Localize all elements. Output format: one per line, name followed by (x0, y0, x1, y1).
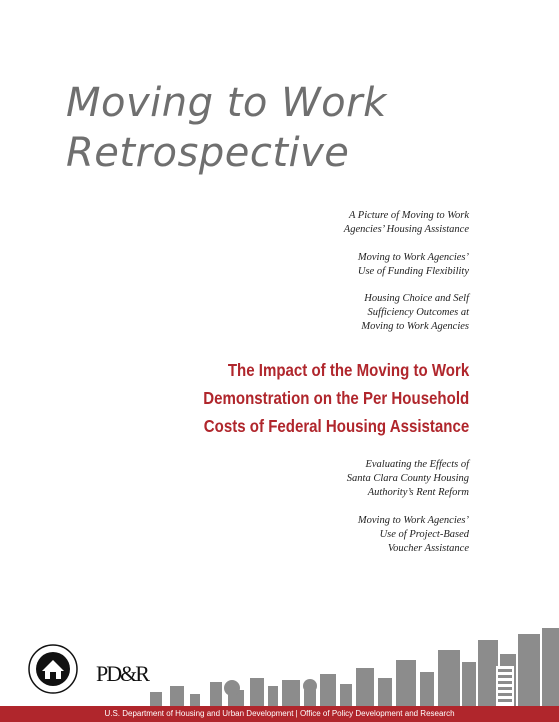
report-title (66, 78, 387, 178)
hud-seal-logo (28, 644, 78, 694)
title-line-2: Retrospective (66, 130, 350, 176)
series-entry-3: Housing Choice and Self Sufficiency Outcomes at Moving to Work Agencies (361, 293, 469, 332)
city-skyline-illustration (0, 620, 559, 706)
series-entry-5: Moving to Work Agencies’ Use of Project-Based Voucher Assistance (357, 515, 469, 554)
pdr-logo: PD&R (96, 661, 148, 686)
title-line-1: Moving to Work (66, 80, 387, 126)
featured-report-title: The Impact of the Moving to Work Demonstration on the Per Household Costs of Federal Housing Assistance (203, 360, 469, 436)
series-entry-4: Evaluating the Effects of Santa Clara County Housing Authority’s Rent Reform (346, 459, 469, 498)
footer-bar: U.S. Department of Housing and Urban Development | Office of Policy Development and Research (0, 706, 559, 722)
series-entry-1: A Picture of Moving to Work Agencies’ Housing Assistance (343, 210, 469, 235)
series-entry-2: Moving to Work Agencies’ Use of Funding Flexibility (357, 252, 469, 277)
